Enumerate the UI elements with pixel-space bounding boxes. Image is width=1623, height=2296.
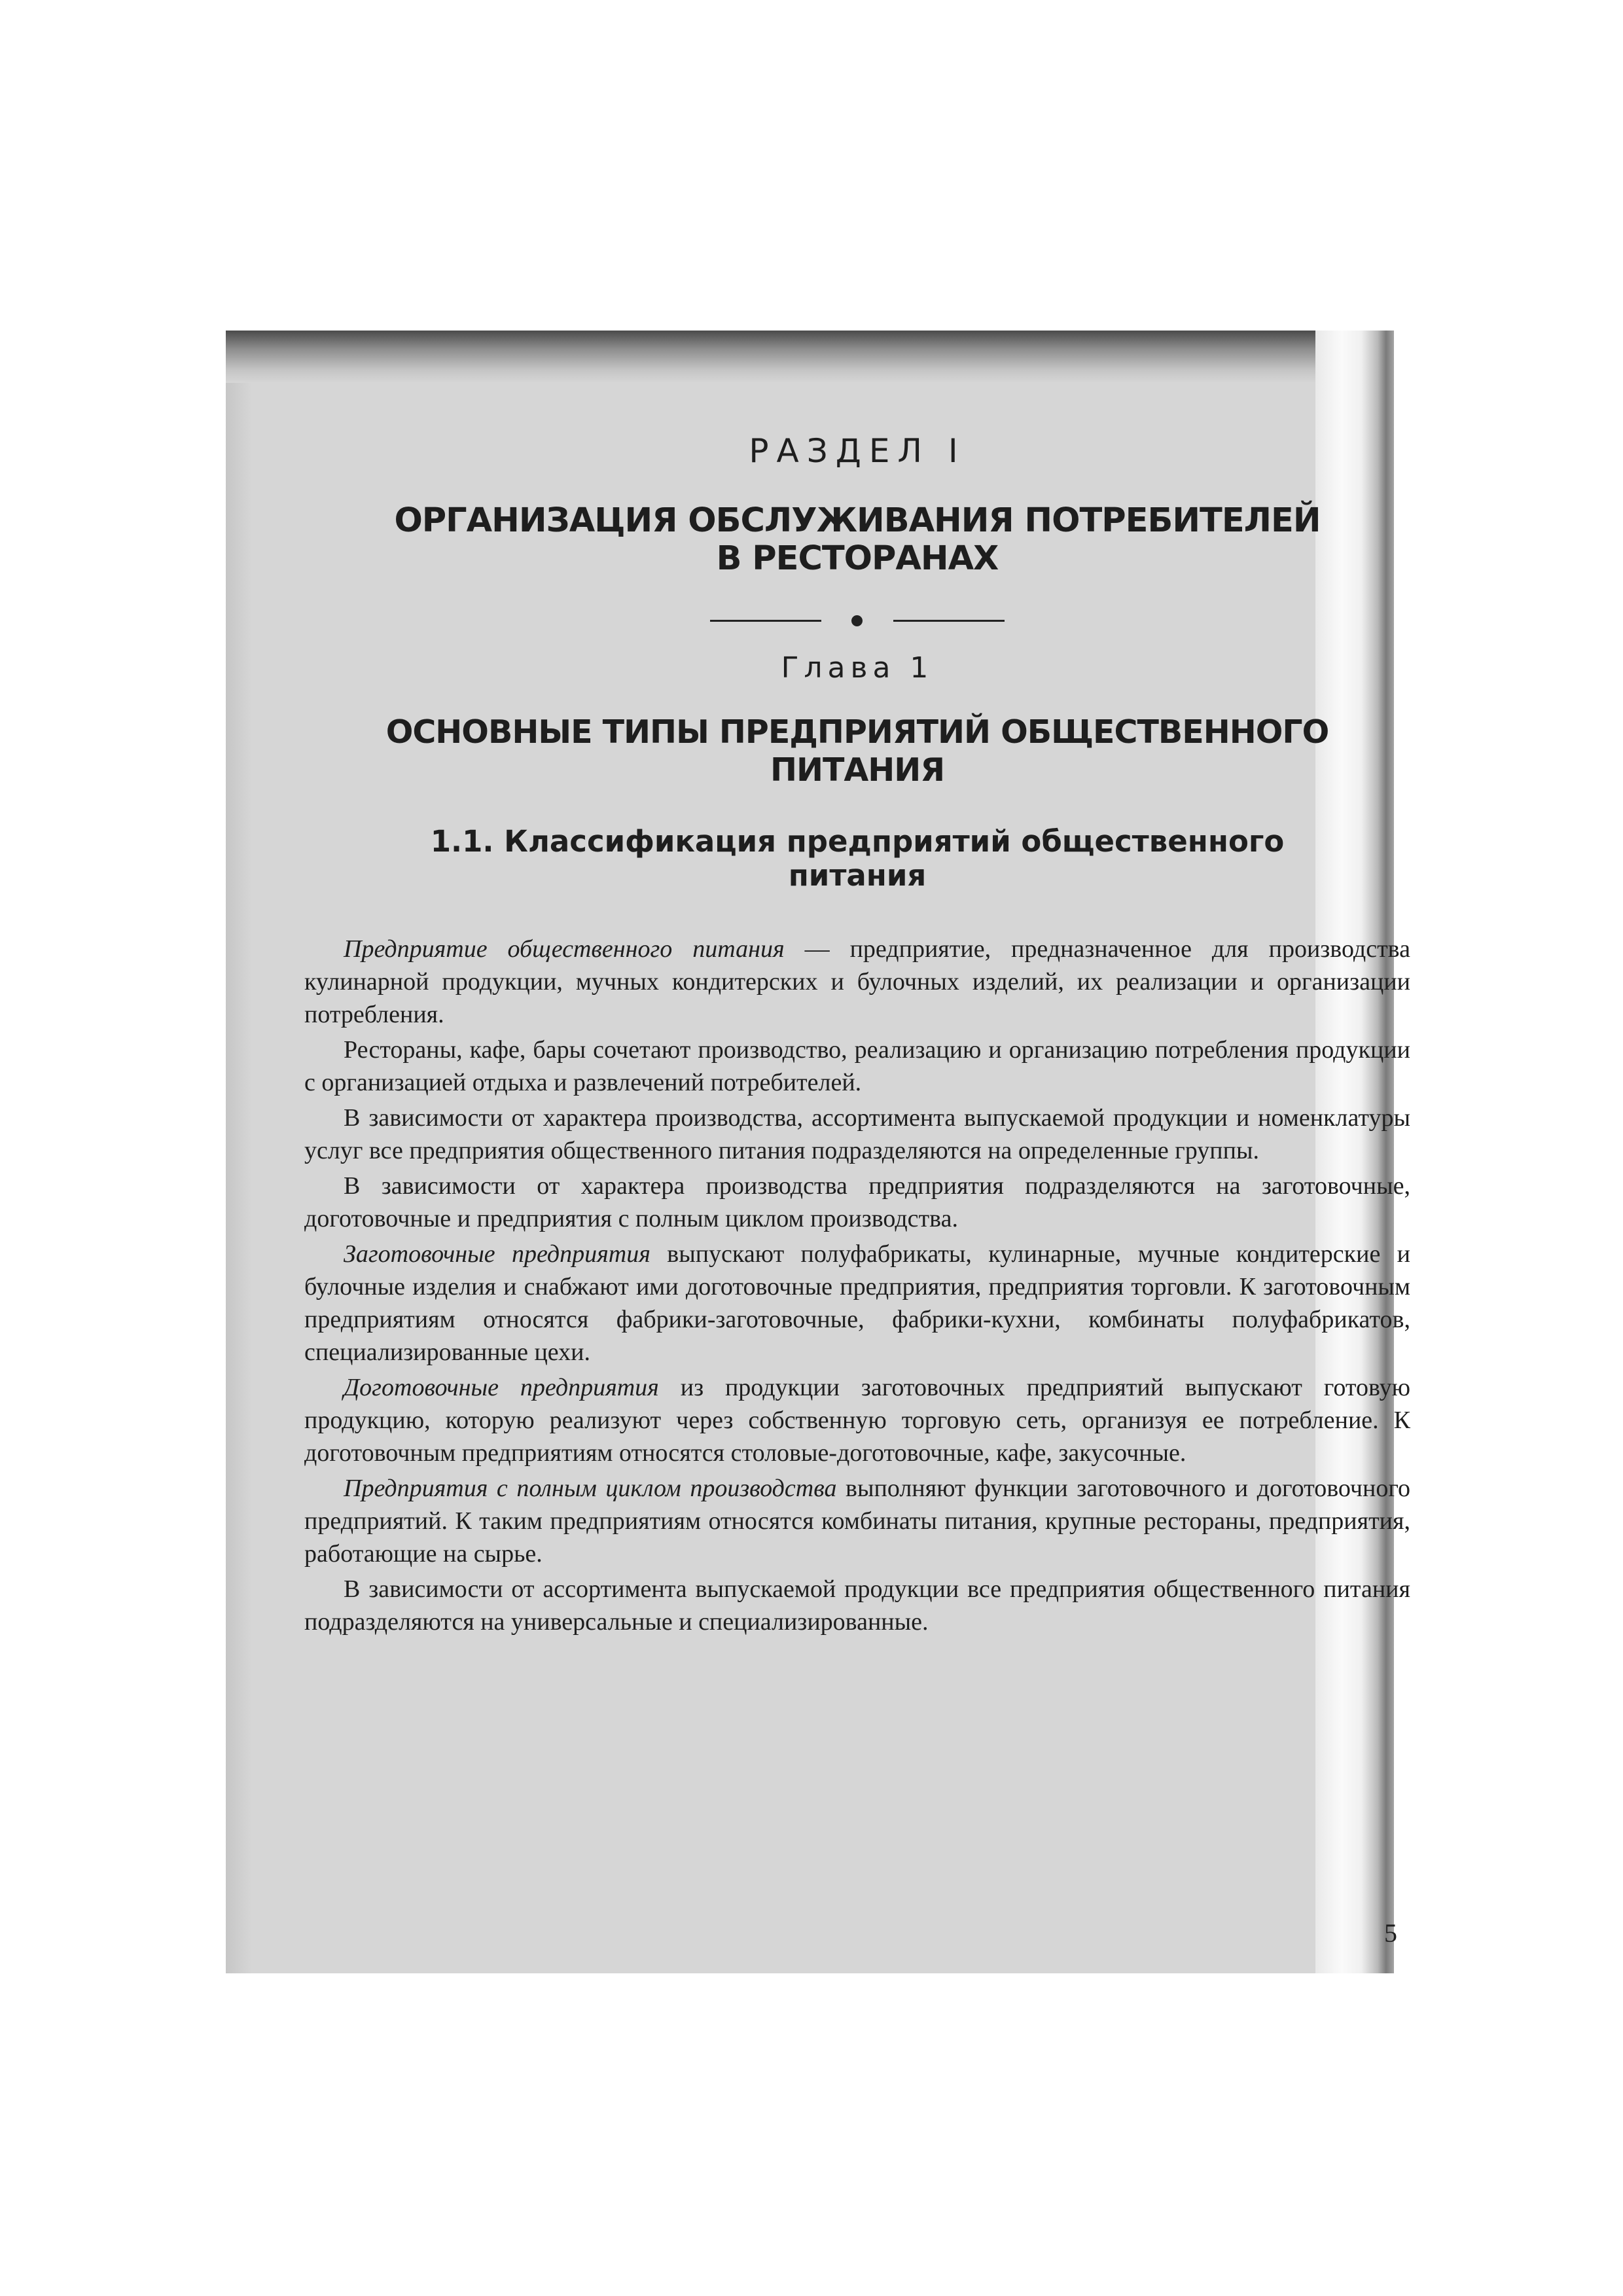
body-text: [304, 933, 1410, 1641]
paragraph-text: выпускают полуфабрикаты, кулинарные, мучные кондитерские и булочные изделия и снабжают ими доготовочные предприятия, предприятия торговли. К заготовочным предприятиям относятся фабрики-заготовочные, фабрики-кухни, комбинаты полуфабрикатов, специализированные цехи.: [304, 1240, 1410, 1366]
defined-term: Предприятие общественного питания: [344, 935, 785, 963]
paragraph: [304, 1371, 1410, 1469]
subsection-title: [304, 825, 1410, 893]
divider-dot: [851, 615, 863, 626]
defined-term: Заготовочные предприятия: [344, 1240, 651, 1268]
divider-line: [893, 620, 1005, 622]
paragraph: [304, 1170, 1410, 1235]
paragraph-text: выполняют функции заготовочного и доготовочного предприятий. К таким предприятиям относятся комбинаты питания, крупные рестораны, предприятия, работающие на сырье.: [304, 1475, 1411, 1568]
paragraph: [304, 1238, 1410, 1369]
paragraph-text: В зависимости от ассортимента выпускаемой продукции все предприятия общественного питания подразделяются на универсальные и специализированные.: [304, 1575, 1410, 1636]
subsection-title-line: 1.1. Классификация предприятий общественного: [430, 824, 1285, 859]
paragraph-text: В зависимости от характера производства предприятия подразделяются на заготовочные, доготовочные и предприятия с полным циклом производства.: [304, 1172, 1410, 1232]
section-title-line: В РЕСТОРАНАХ: [716, 539, 999, 578]
paragraph: [304, 1573, 1410, 1638]
section-title-line: ОРГАНИЗАЦИЯ ОБСЛУЖИВАНИЯ ПОТРЕБИТЕЛЕЙ: [394, 501, 1321, 540]
subsection-title-line: питания: [788, 858, 927, 893]
defined-term: Предприятия с полным циклом производства: [344, 1475, 837, 1502]
section-title: [304, 502, 1410, 578]
ornamental-divider: [710, 614, 1005, 627]
chapter-title: [304, 713, 1410, 789]
chapter-title-line: ОСНОВНЫЕ ТИПЫ ПРЕДПРИЯТИЙ ОБЩЕСТВЕННОГО: [385, 713, 1329, 751]
text-column: [304, 331, 1410, 1973]
chapter-label: Глава 1: [781, 651, 934, 685]
section-label: РАЗДЕЛ I: [749, 432, 966, 470]
paragraph: [304, 1102, 1410, 1167]
paragraph-text: — предприятие, предназначенное для производства кулинарной продукции, мучных кондитерских и булочных изделий, их реализации и организации потребления.: [304, 935, 1410, 1028]
defined-term: Доготовочные предприятия: [344, 1374, 659, 1401]
paragraph-text: из продукции заготовочных предприятий выпускают готовую продукцию, которую реализуют через собственную торговую сеть, организуя ее потребление. К доготовочным предприятиям относятся столовые-доготовочные, кафе, закусочные.: [304, 1374, 1411, 1467]
paragraph: [304, 1033, 1410, 1099]
chapter-title-line: ПИТАНИЯ: [770, 751, 945, 789]
page-edge-shade: [226, 331, 252, 1973]
scanned-page: [226, 331, 1411, 1973]
divider-line: [710, 620, 821, 622]
paragraph: [304, 1472, 1410, 1570]
paragraph-text: Рестораны, кафе, бары сочетают производство, реализацию и организацию потребления продукции с организацией отдыха и развлечений потребителей.: [304, 1036, 1410, 1096]
paragraph-text: В зависимости от характера производства, ассортимента выпускаемой продукции и номенклатуры услуг все предприятия общественного питания подразделяются на определенные группы.: [304, 1104, 1410, 1164]
paragraph: [304, 933, 1410, 1031]
page-number: 5: [1384, 1918, 1397, 1948]
